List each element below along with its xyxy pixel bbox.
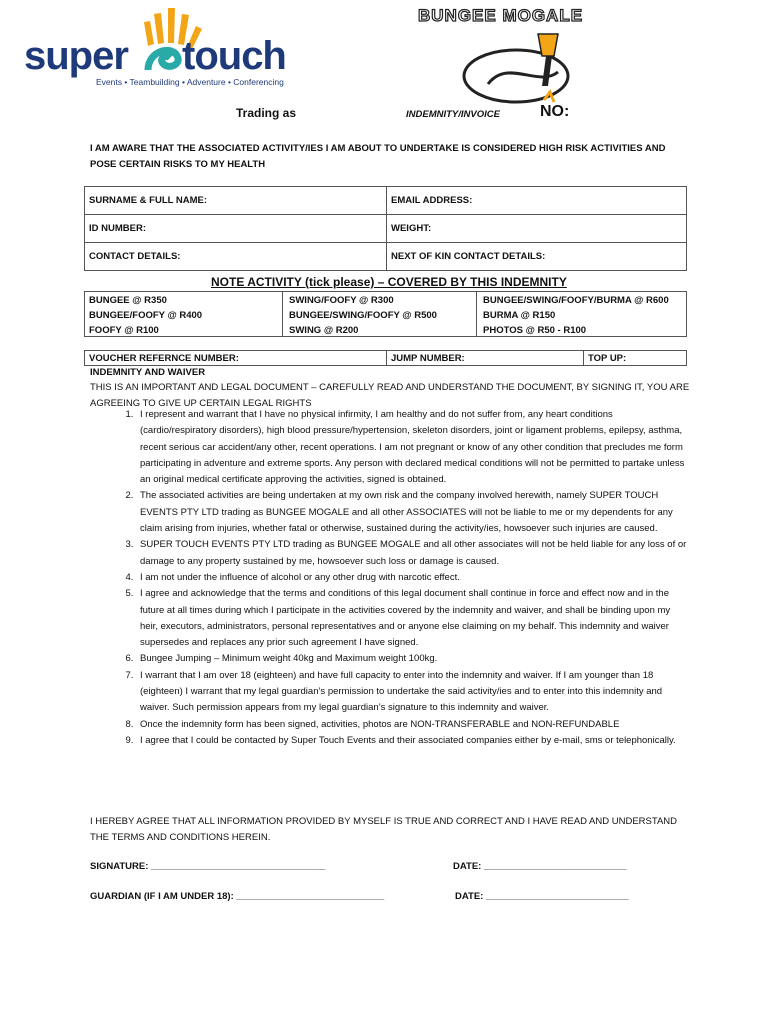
contact-details-field[interactable]: CONTACT DETAILS: [85, 243, 387, 271]
activity-table [84, 291, 687, 337]
supertouch-tagline: Events • Teambuilding • Adventure • Conferencing [96, 77, 284, 87]
waiver-clause: 8. Once the indemnity form has been signed, activities, photos are NON-TRANSFERABLE and NON-REFUNDABLE [136, 717, 690, 733]
waiver-clause: 3. SUPER TOUCH EVENTS PTY LTD trading as BUNGEE MOGALE and all other associates will not be held liable for any loss of or damage to any property sustained by me, howsoever such loss or damage is caused. [136, 537, 690, 570]
surname-field[interactable]: SURNAME & FULL NAME: [85, 187, 387, 215]
activity-heading: NOTE ACTIVITY (tick please) – COVERED BY THIS INDEMNITY [211, 275, 567, 289]
agreement-statement: I HEREBY AGREE THAT ALL INFORMATION PROVIDED BY MYSELF IS TRUE AND CORRECT AND I HAVE READ AND UNDERSTAND THE TERMS AND CONDITIONS HEREIN. [90, 816, 678, 843]
supertouch-word-super: super [24, 34, 128, 78]
waiver-clause: 9. I agree that I could be contacted by Super Touch Events and their associated companies either by e-mail, sms or telephonically. [136, 733, 690, 749]
email-field[interactable]: EMAIL ADDRESS: [387, 187, 687, 215]
supertouch-logo [24, 8, 304, 88]
invoice-no-label: NO: [540, 103, 570, 120]
waiver-clause: 1. I represent and warrant that I have no physical infirmity, I am healthy and do not suffer from, any heart conditions (cardio/respiratory disorders), high blood pressure/hypertension, skeleton disorders, joint or ligament problems, epilepsy, asthma, recent serious car accident/any other, recent operations. I am not pregnant or know of any other condition that precludes me form participating in adventure and extreme sports. Any person with declared medical conditions will not be permitted to partake unless an original medical certificate approving the activities, signed is obtained. [136, 407, 690, 488]
supertouch-word-touch: touch [182, 34, 286, 78]
waiver-clause: 5. I agree and acknowledge that the terms and conditions of this legal document shall continue in force and effect now and in the future at all times during which I participate in the activities covered by the indemnity and waiver, and shall be binding upon my heir, executors, administrators, personal representatives and or anyone else claiming on my behalf. This indemnity and waiver supersedes and replaces any prior such agreement I have signed. [136, 586, 690, 651]
date-line[interactable]: DATE: ___________________________ [453, 861, 627, 872]
guardian-date-line[interactable]: DATE: ___________________________ [455, 891, 629, 902]
waiver-clause: 4. I am not under the influence of alcohol or any other drug with narcotic effect. [136, 570, 690, 586]
signature-line[interactable]: SIGNATURE: _________________________________ [90, 861, 326, 872]
personal-details-table [84, 186, 687, 271]
activity-option[interactable]: BUNGEE/SWING/FOOFY @ R500 [289, 310, 437, 321]
jumper-emblem-icon [458, 28, 588, 108]
indemnity-invoice-label: INDEMNITY/INVOICE [406, 109, 500, 120]
waiver-title: INDEMNITY AND WAIVER [90, 367, 206, 378]
wave-icon [144, 40, 184, 78]
jump-number-field[interactable]: JUMP NUMBER: [387, 351, 584, 366]
activity-option[interactable]: BUNGEE/FOOFY @ R400 [89, 310, 203, 321]
guardian-signature-line[interactable]: GUARDIAN (IF I AM UNDER 18): ____________________________ [90, 891, 385, 902]
activity-option[interactable]: BUNGEE @ R350 [89, 295, 167, 306]
voucher-table [84, 350, 687, 366]
awareness-statement: I AM AWARE THAT THE ASSOCIATED ACTIVITY/IES I AM ABOUT TO UNDERTAKE IS CONSIDERED HIGH RISK ACTIVITIES AND POSE CERTAIN RISKS TO MY HEALTH [90, 143, 666, 170]
activity-option[interactable]: BUNGEE/SWING/FOOFY/BURMA @ R600 [483, 295, 669, 306]
top-up-field[interactable]: TOP UP: [584, 351, 687, 366]
waiver-intro: THIS IS AN IMPORTANT AND LEGAL DOCUMENT – CAREFULLY READ AND UNDERSTAND THE DOCUMENT, BY SIGNING IT, YOU ARE AGREEING TO GIVE UP CERTAIN LEGAL RIGHTS [90, 382, 690, 409]
activity-option[interactable]: SWING/FOOFY @ R300 [289, 295, 394, 306]
activity-option[interactable]: BURMA @ R150 [483, 310, 556, 321]
trading-as-label: Trading as [236, 106, 297, 120]
bungee-mogale-logo [412, 6, 642, 110]
waiver-clause: 6. Bungee Jumping – Minimum weight 40kg and Maximum weight 100kg. [136, 651, 690, 667]
activity-option[interactable]: PHOTOS @ R50 - R100 [483, 325, 587, 336]
waiver-clause: 2. The associated activities are being undertaken at my own risk and the company involved herewith, namely SUPER TOUCH EVENTS PTY LTD trading as BUNGEE MOGALE and all other ASSOCIATES will not be liable to me or my dependents for any claim arising from injuries, whether fatal or otherwise, sustained during the activity/ies, howsoever such injuries are caused. [136, 488, 690, 537]
id-number-field[interactable]: ID NUMBER: [85, 215, 387, 243]
next-of-kin-field[interactable]: NEXT OF KIN CONTACT DETAILS: [387, 243, 687, 271]
bungee-mogale-word: BUNGEE MOGALE [418, 6, 584, 25]
activity-option[interactable]: FOOFY @ R100 [89, 325, 159, 336]
weight-field[interactable]: WEIGHT: [387, 215, 687, 243]
waiver-clauses [90, 407, 690, 749]
voucher-number-field[interactable]: VOUCHER REFERNCE NUMBER: [85, 351, 387, 366]
waiver-clause: 7. I warrant that I am over 18 (eighteen) and have full capacity to enter into the indemnity and waiver. If I am younger than 18 (eighteen) I warrant that my legal guardian’s permission to undertake the said activity/ies and to enter into this indemnity and waiver. Such permission appears from my legal guardian’s signature to this indemnity and waiver. [136, 668, 690, 717]
activity-option[interactable]: SWING @ R200 [289, 325, 359, 336]
